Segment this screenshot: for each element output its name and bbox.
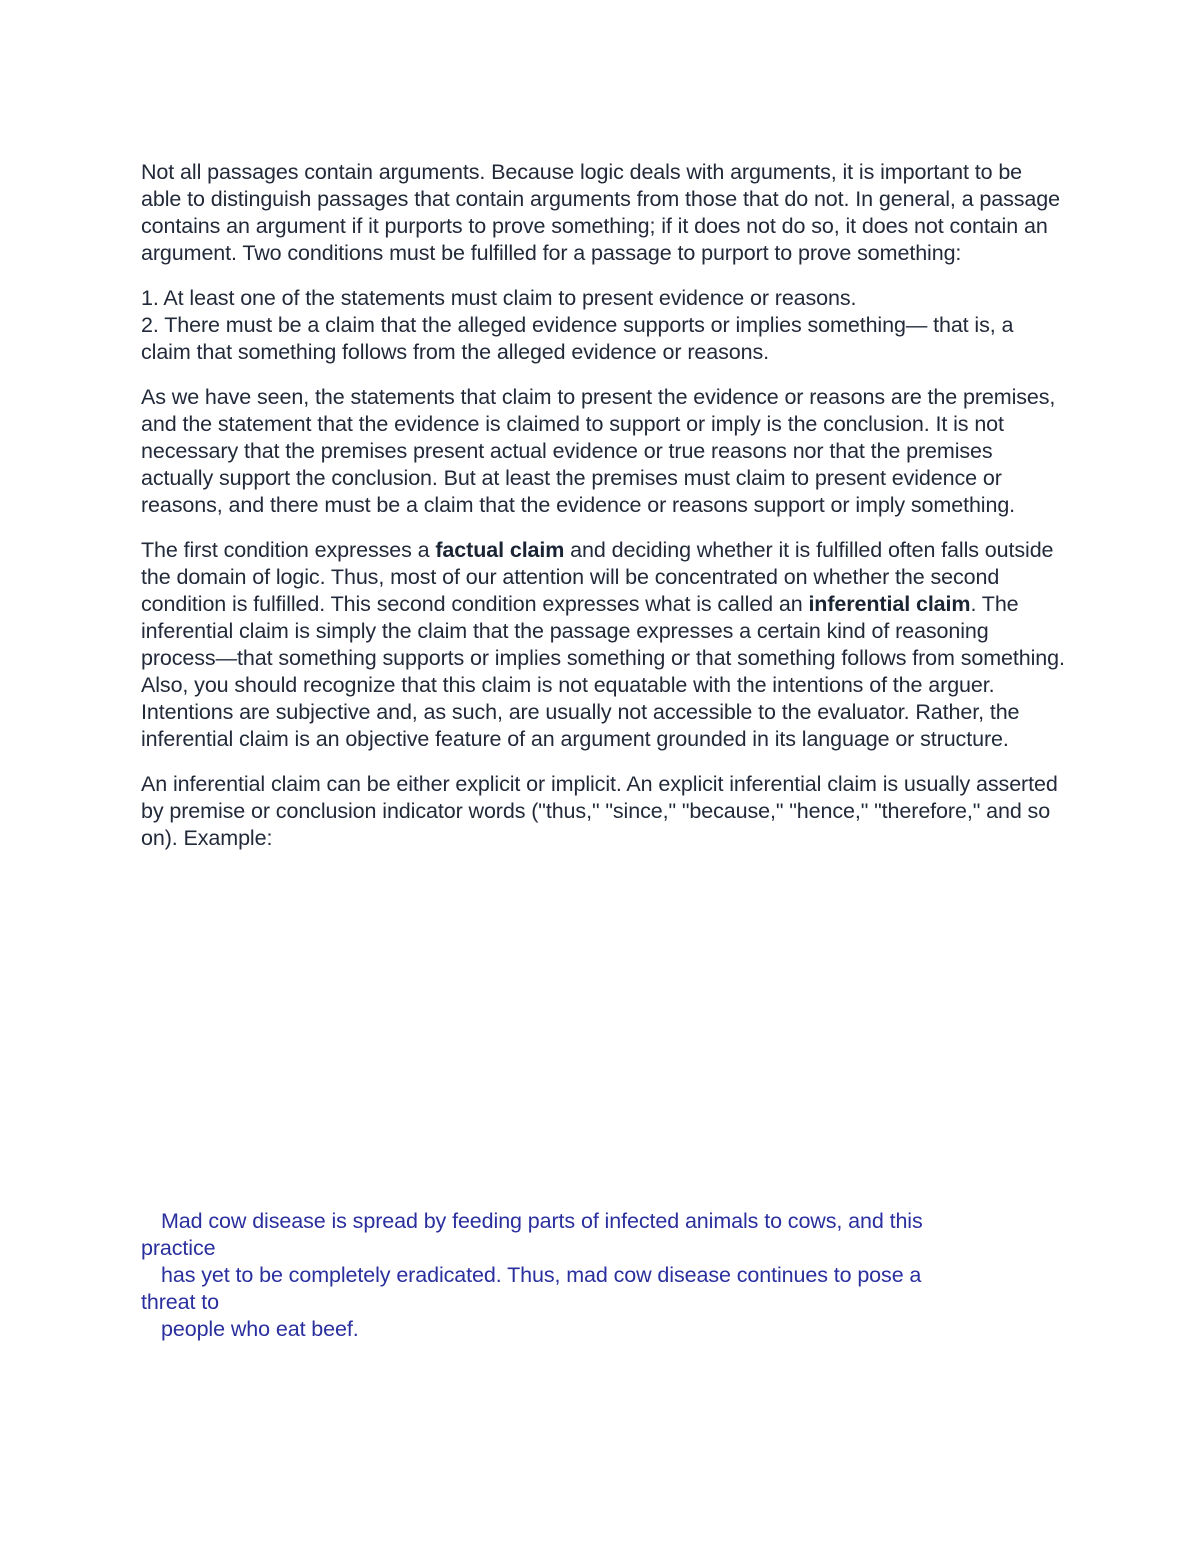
paragraph-claims — [141, 537, 1066, 753]
keyword-factual-claim: factual claim — [435, 538, 565, 562]
example-block — [141, 1208, 1041, 1343]
conditions-list — [141, 285, 1066, 366]
text-span: and deciding whether it is fulfilled often falls outside the domain of logic. Thus, most of our attention will be concentrated on whether the second condition is fulfilled. This second condition expresses what is called an — [141, 538, 1054, 616]
text-span: . The inferential claim is simply the claim that the passage expresses a certain kind of reasoning process—that something supports or implies something or that something follows from something. Also, you should recognize that this claim is not equatable with the intentions of the arguer. Intentions are subjective and, as such, are usually not accessible to the evaluator. Rather, the inferential claim is an objective feature of an argument grounded in its language or structure. — [141, 592, 1065, 751]
example-line: has yet to be completely eradicated. Thus, mad cow disease continues to pose a — [161, 1263, 922, 1287]
example-line: practice — [141, 1236, 216, 1260]
list-item: 1. At least one of the statements must claim to present evidence or reasons. — [141, 286, 857, 310]
example-line: people who eat beef. — [161, 1317, 359, 1341]
paragraph-intro: Not all passages contain arguments. Because logic deals with arguments, it is important to be able to distinguish passages that contain arguments from those that do not. In general, a passage contains an argument if it purports to prove something; if it does not do so, it does not contain an argument. Two conditions must be fulfilled for a passage to purport to prove something: — [141, 160, 1060, 265]
example-line: threat to — [141, 1290, 219, 1314]
paragraph-explicit: An inferential claim can be either explicit or implicit. An explicit inferential claim is usually asserted by premise or conclusion indicator words ("thus," "since," "because," "hence," "therefore," and so on). Example: — [141, 772, 1058, 850]
body-text — [141, 159, 1066, 870]
text-span: The first condition expresses a — [141, 538, 436, 562]
keyword-inferential-claim: inferential claim — [808, 592, 971, 616]
paragraph-premises: As we have seen, the statements that claim to present the evidence or reasons are the premises, and the statement that the evidence is claimed to support or imply is the conclusion. It is not necessary that the premises present actual evidence or true reasons nor that the premises actually support the conclusion. But at least the premises must claim to present evidence or reasons, and there must be a claim that the evidence or reasons support or imply something. — [141, 385, 1056, 517]
example-line: Mad cow disease is spread by feeding parts of infected animals to cows, and this — [161, 1209, 923, 1233]
list-item: 2. There must be a claim that the alleged evidence supports or implies something— that is, a claim that something follows from the alleged evidence or reasons. — [141, 313, 1014, 364]
